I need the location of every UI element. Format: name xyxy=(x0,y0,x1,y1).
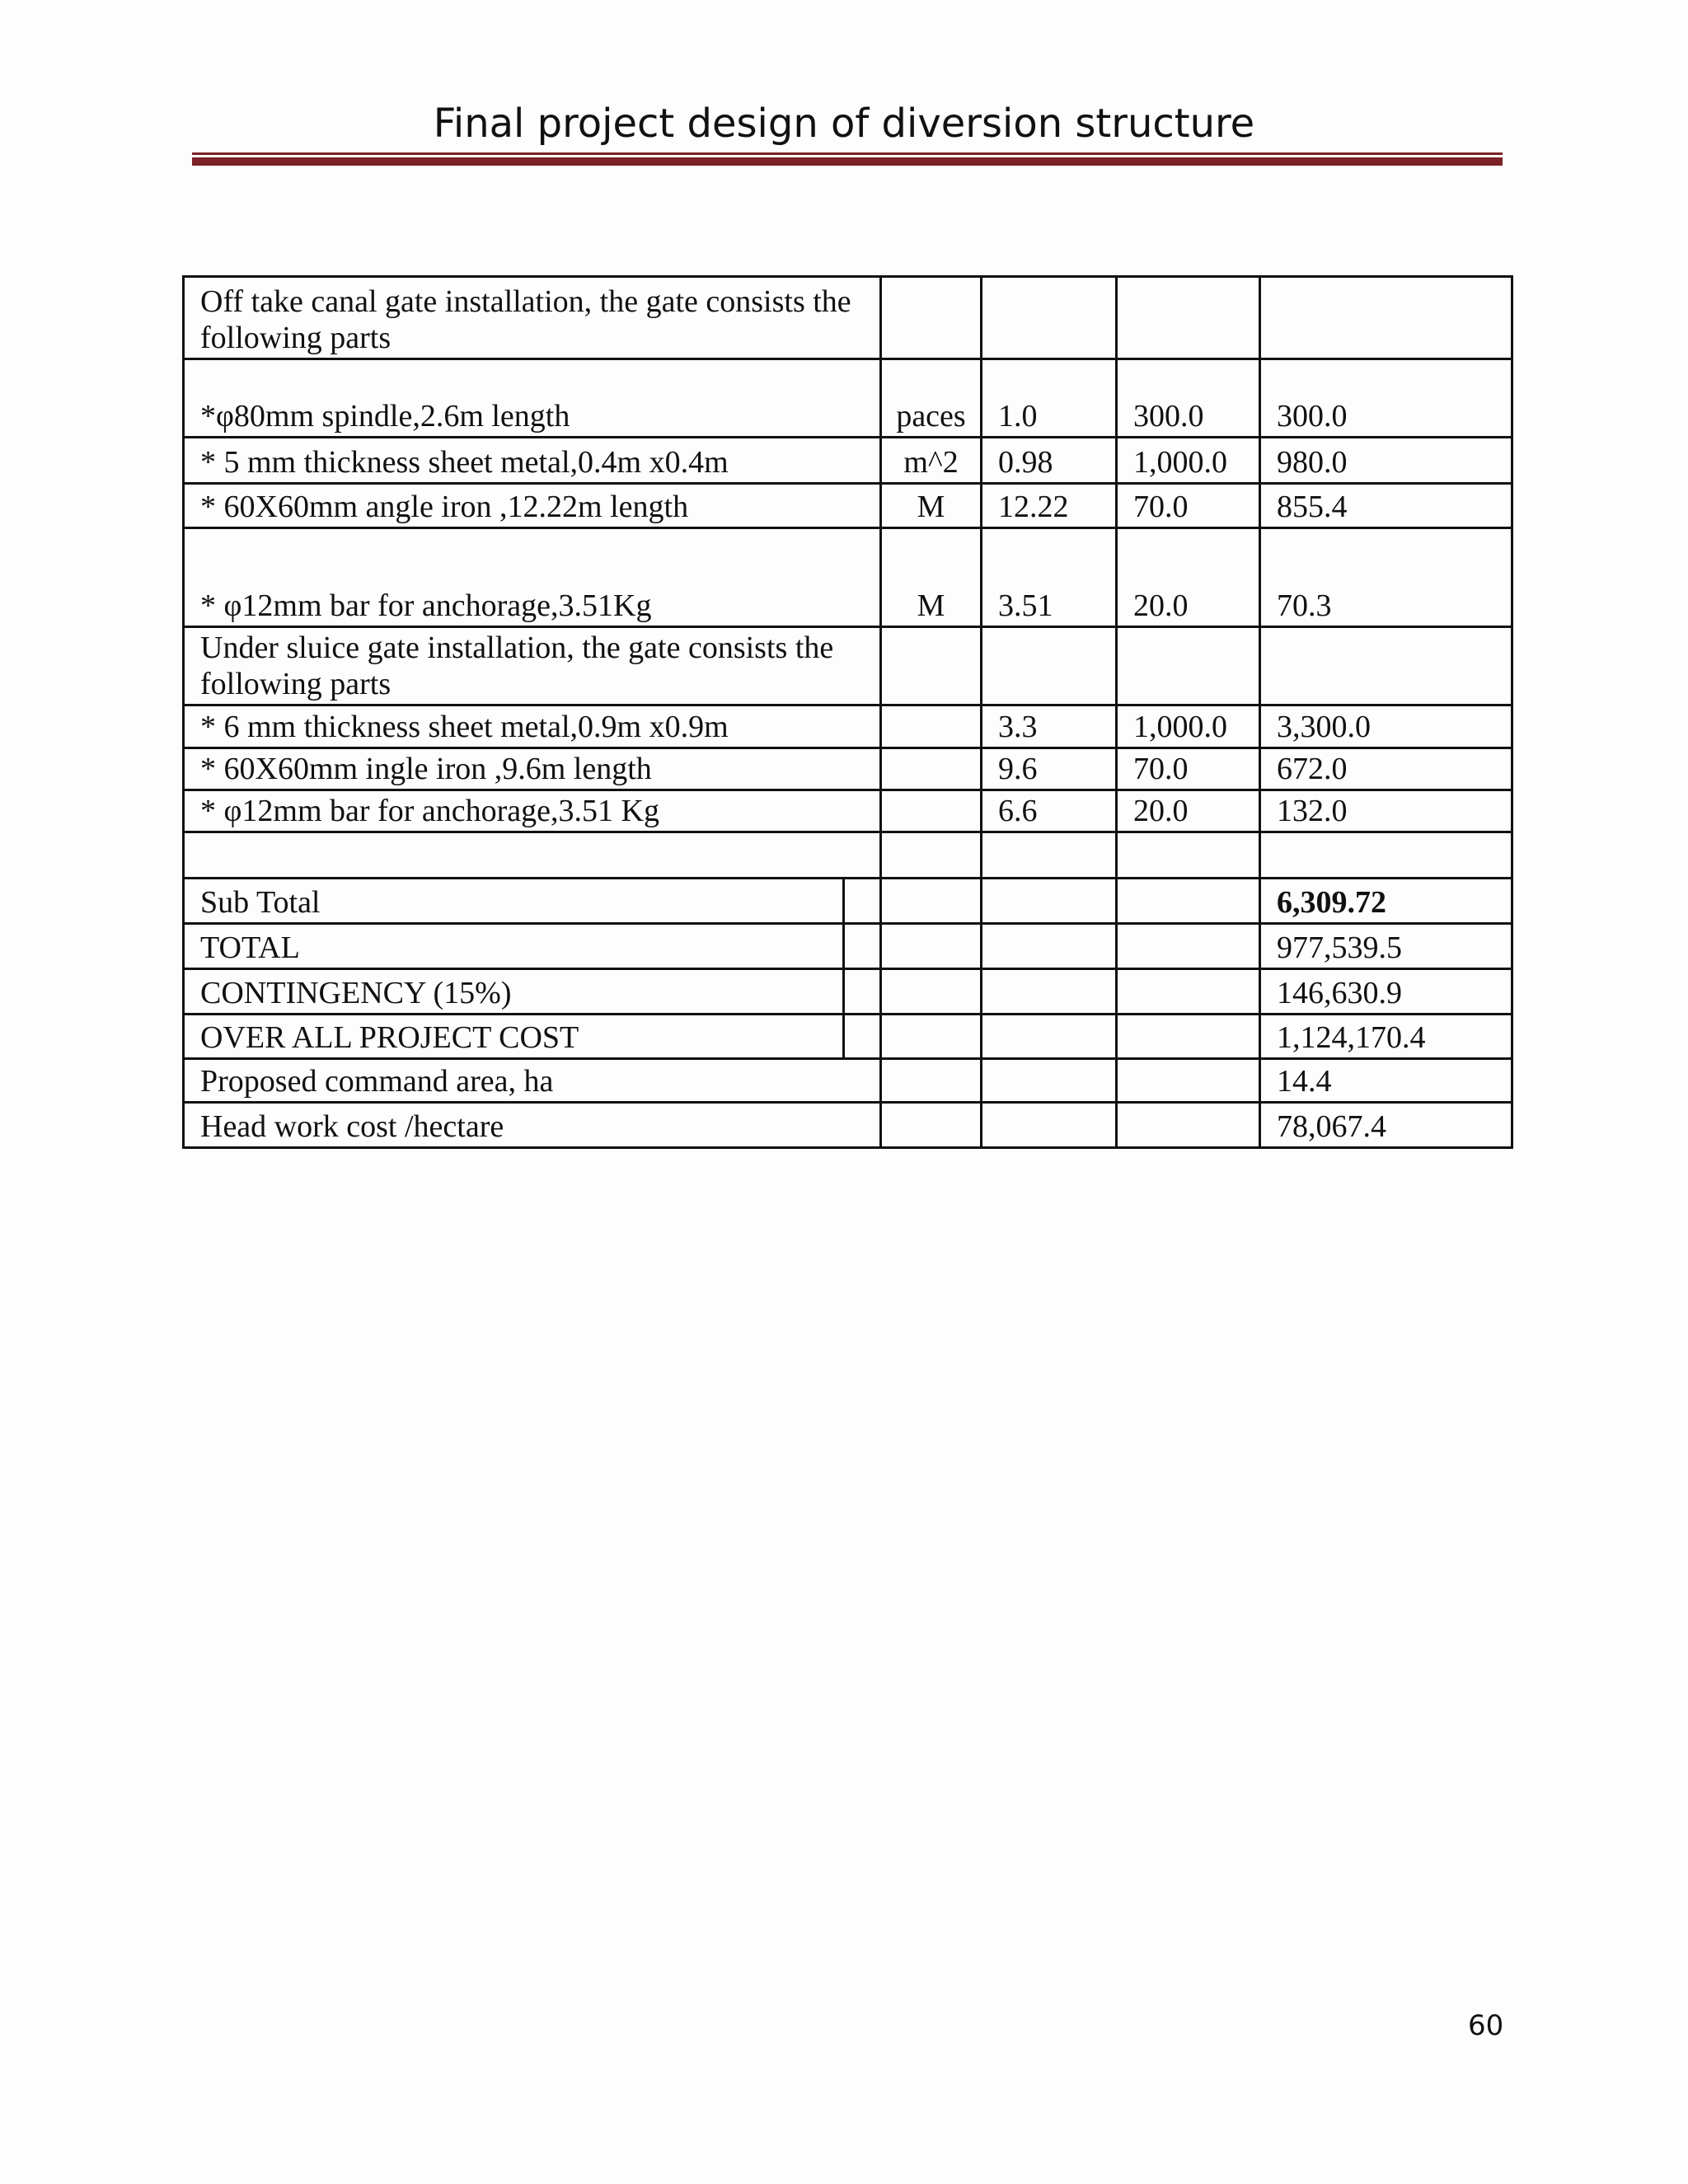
item-quantity: 3.3 xyxy=(982,705,1117,748)
item-description: * 60X60mm angle iron ,12.22m length xyxy=(184,484,881,528)
item-amount: 300.0 xyxy=(1260,359,1512,438)
footer-empty-cell xyxy=(881,1059,982,1103)
table-row xyxy=(184,277,1512,359)
item-amount: 672.0 xyxy=(1260,748,1512,790)
summary-amount: 146,630.9 xyxy=(1260,969,1512,1015)
item-description: *φ80mm spindle,2.6m length xyxy=(184,359,881,438)
summary-amount: 977,539.5 xyxy=(1260,924,1512,969)
item-rate: 20.0 xyxy=(1117,790,1260,832)
item-description: * 6 mm thickness sheet metal,0.9m x0.9m xyxy=(184,705,881,748)
item-unit: M xyxy=(881,528,982,627)
table-row xyxy=(184,832,1512,879)
item-amount xyxy=(1260,277,1512,359)
item-unit: paces xyxy=(881,359,982,438)
item-description: Under sluice gate installation, the gate consists the following parts xyxy=(184,627,881,705)
table-row xyxy=(184,627,1512,705)
item-amount: 855.4 xyxy=(1260,484,1512,528)
item-quantity: 12.22 xyxy=(982,484,1117,528)
item-unit xyxy=(881,277,982,359)
summary-empty-cell xyxy=(982,969,1117,1015)
summary-row xyxy=(184,924,1512,969)
summary-label: TOTAL xyxy=(184,924,844,969)
cost-per-hectare-label: Head work cost /hectare xyxy=(184,1103,881,1148)
table-row xyxy=(184,484,1512,528)
item-quantity: 1.0 xyxy=(982,359,1117,438)
summary-empty-cell xyxy=(1117,969,1260,1015)
item-quantity xyxy=(982,832,1117,879)
item-rate: 70.0 xyxy=(1117,748,1260,790)
summary-label: Sub Total xyxy=(184,879,844,924)
item-quantity: 0.98 xyxy=(982,438,1117,484)
summary-amount: 1,124,170.4 xyxy=(1260,1015,1512,1059)
item-unit: m^2 xyxy=(881,438,982,484)
summary-empty-cell xyxy=(1117,1015,1260,1059)
item-unit xyxy=(881,627,982,705)
summary-spacer-cell xyxy=(844,1015,881,1059)
footer-empty-cell xyxy=(982,1059,1117,1103)
summary-row xyxy=(184,1015,1512,1059)
summary-label: CONTINGENCY (15%) xyxy=(184,969,844,1015)
summary-empty-cell xyxy=(982,879,1117,924)
item-amount: 980.0 xyxy=(1260,438,1512,484)
summary-empty-cell xyxy=(881,879,982,924)
item-description: * φ12mm bar for anchorage,3.51 Kg xyxy=(184,790,881,832)
header-rule-thin xyxy=(192,152,1503,155)
item-description: * 5 mm thickness sheet metal,0.4m x0.4m xyxy=(184,438,881,484)
table-row xyxy=(184,359,1512,438)
item-description: Off take canal gate installation, the gate consists the following parts xyxy=(184,277,881,359)
item-amount: 132.0 xyxy=(1260,790,1512,832)
summary-amount: 6,309.72 xyxy=(1260,879,1512,924)
item-quantity xyxy=(982,277,1117,359)
table-row xyxy=(184,438,1512,484)
item-amount: 3,300.0 xyxy=(1260,705,1512,748)
item-unit xyxy=(881,832,982,879)
table-row xyxy=(184,748,1512,790)
item-unit xyxy=(881,748,982,790)
item-rate: 1,000.0 xyxy=(1117,705,1260,748)
item-rate: 20.0 xyxy=(1117,528,1260,627)
item-rate: 70.0 xyxy=(1117,484,1260,528)
summary-row xyxy=(184,969,1512,1015)
summary-empty-cell xyxy=(1117,924,1260,969)
cost-table xyxy=(182,275,1513,1149)
command-area-value: 14.4 xyxy=(1260,1059,1512,1103)
summary-spacer-cell xyxy=(844,879,881,924)
summary-empty-cell xyxy=(881,1015,982,1059)
page-number: 60 xyxy=(1468,2009,1504,2042)
item-quantity: 3.51 xyxy=(982,528,1117,627)
footer-empty-cell xyxy=(1117,1059,1260,1103)
summary-empty-cell xyxy=(881,924,982,969)
item-description: * 60X60mm ingle iron ,9.6m length xyxy=(184,748,881,790)
item-amount xyxy=(1260,627,1512,705)
summary-row xyxy=(184,879,1512,924)
item-unit xyxy=(881,790,982,832)
item-description: * φ12mm bar for anchorage,3.51Kg xyxy=(184,528,881,627)
item-unit xyxy=(881,705,982,748)
table-row xyxy=(184,1059,1512,1103)
summary-empty-cell xyxy=(1117,879,1260,924)
footer-empty-cell xyxy=(1117,1103,1260,1148)
item-rate xyxy=(1117,277,1260,359)
footer-empty-cell xyxy=(982,1103,1117,1148)
item-rate xyxy=(1117,832,1260,879)
cost-per-hectare-value: 78,067.4 xyxy=(1260,1103,1512,1148)
item-rate xyxy=(1117,627,1260,705)
summary-spacer-cell xyxy=(844,969,881,1015)
summary-empty-cell xyxy=(982,1015,1117,1059)
item-rate: 300.0 xyxy=(1117,359,1260,438)
page-header-title: Final project design of diversion structure xyxy=(433,101,1255,147)
item-amount: 70.3 xyxy=(1260,528,1512,627)
table-row xyxy=(184,790,1512,832)
table-row xyxy=(184,705,1512,748)
item-quantity: 6.6 xyxy=(982,790,1117,832)
item-unit: M xyxy=(881,484,982,528)
summary-spacer-cell xyxy=(844,924,881,969)
table-row xyxy=(184,528,1512,627)
command-area-label: Proposed command area, ha xyxy=(184,1059,881,1103)
summary-label: OVER ALL PROJECT COST xyxy=(184,1015,844,1059)
item-rate: 1,000.0 xyxy=(1117,438,1260,484)
item-description xyxy=(184,832,881,879)
summary-empty-cell xyxy=(982,924,1117,969)
item-amount xyxy=(1260,832,1512,879)
table-row xyxy=(184,1103,1512,1148)
item-quantity: 9.6 xyxy=(982,748,1117,790)
footer-empty-cell xyxy=(881,1103,982,1148)
item-quantity xyxy=(982,627,1117,705)
header-rule-thick xyxy=(192,157,1503,166)
summary-empty-cell xyxy=(881,969,982,1015)
